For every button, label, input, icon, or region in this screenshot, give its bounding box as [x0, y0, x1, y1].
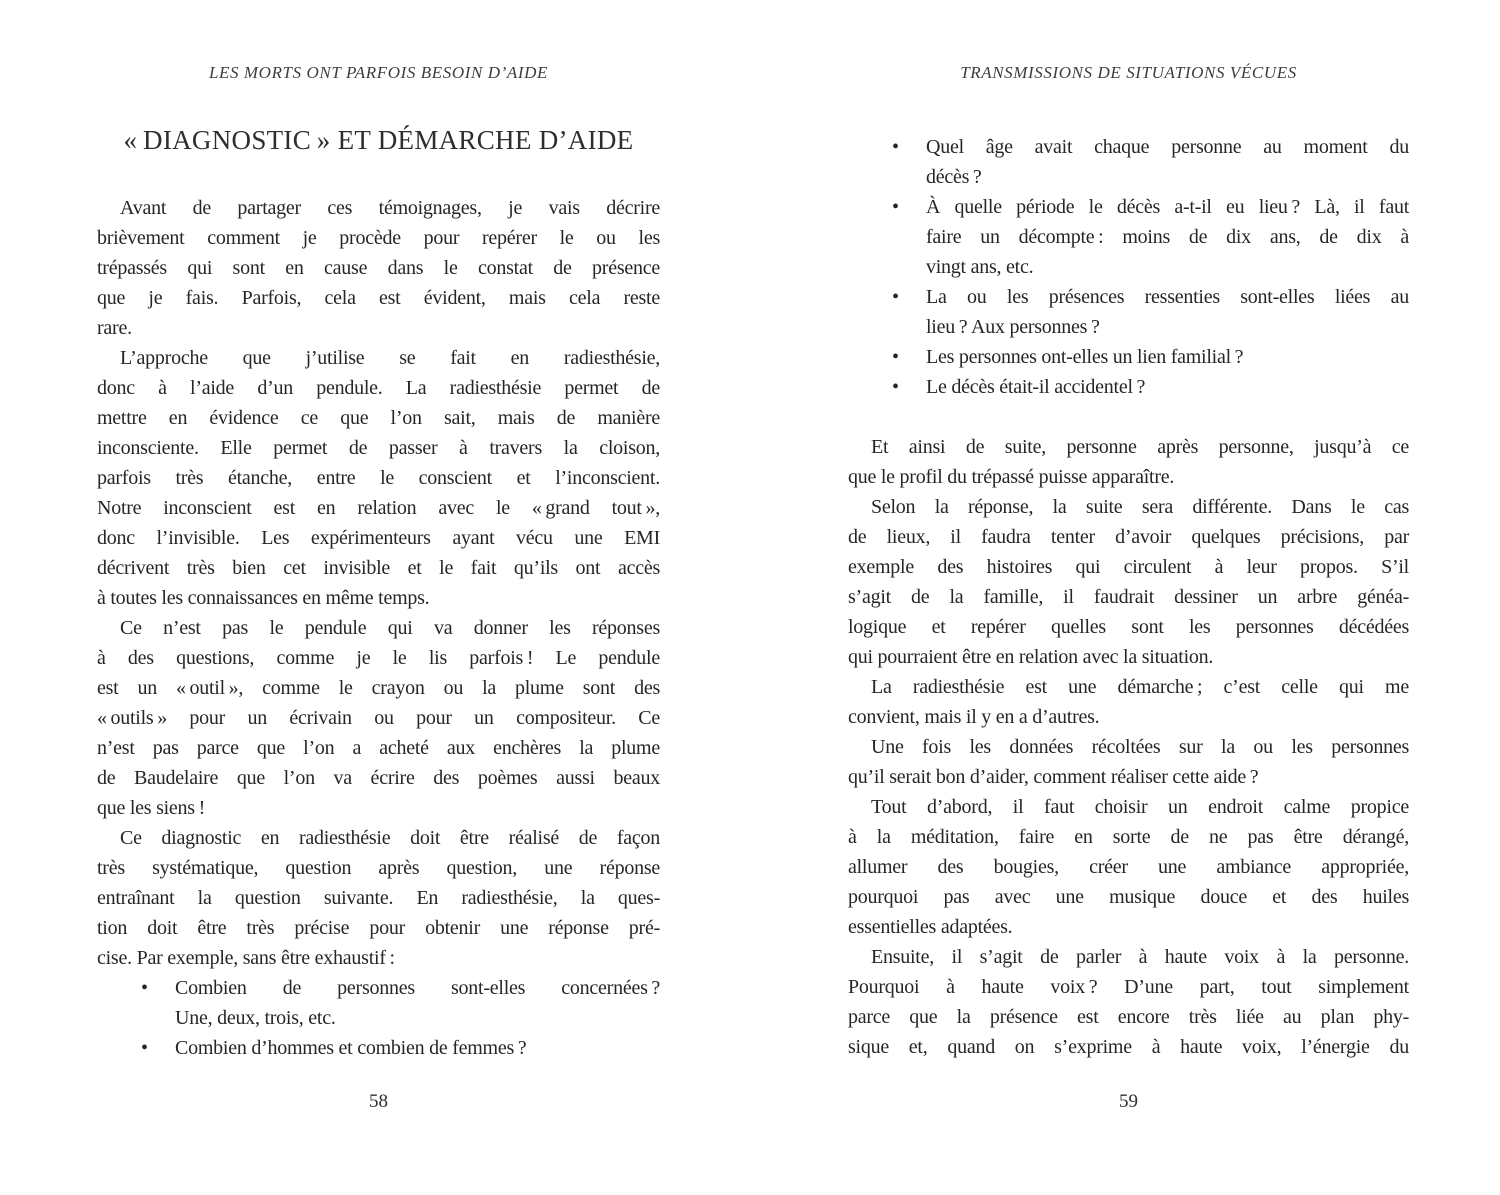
text-line: Ce n’est pas le pendule qui va donner les réponses [120, 617, 660, 639]
right-page-number: 59 [1119, 1091, 1138, 1112]
paragraph [97, 193, 660, 343]
bullet-icon: • [892, 376, 900, 398]
text-line: La radiesthésie est une démarche ; c’est celle qui me [871, 676, 1409, 698]
paragraph [97, 823, 660, 973]
paragraph [97, 613, 660, 823]
bullet-item [848, 132, 1409, 192]
right-running-header: TRANSMISSIONS DE SITUATIONS VÉCUES [960, 63, 1297, 82]
bullet-icon: • [892, 196, 900, 218]
text-line: logique et repérer quelles sont les personnes décédées [848, 616, 1409, 638]
text-line: exemple des histoires qui circulent à leur propos. S’il [848, 556, 1409, 578]
text-line: parfois très étanche, entre le conscient et l’inconscient. [97, 467, 660, 489]
paragraph [848, 732, 1409, 792]
text-line: allumer des bougies, créer une ambiance appropriée, [848, 856, 1409, 878]
text-line: décès ? [926, 166, 982, 188]
paragraph [848, 432, 1409, 492]
bullet-icon: • [892, 136, 900, 158]
text-line: s’agit de la famille, il faudrait dessiner un arbre généa- [848, 586, 1409, 608]
text-line: qui pourraient être en relation avec la situation. [848, 646, 1214, 668]
text-line: Ensuite, il s’agit de parler à haute voix à la personne. [871, 946, 1409, 968]
text-line: que le profil du trépassé puisse apparaître. [848, 466, 1175, 488]
text-line: La ou les présences ressenties sont-elles liées au [926, 286, 1409, 308]
text-line: faire un décompte : moins de dix ans, de dix à [926, 226, 1409, 248]
paragraph [97, 343, 660, 613]
text-line: À quelle période le décès a-t-il eu lieu ? Là, il faut [926, 196, 1409, 218]
text-line: de lieux, il faudra tenter d’avoir quelques précisions, par [848, 526, 1409, 548]
text-line: « outils » pour un écrivain ou pour un compositeur. Ce [97, 707, 660, 729]
text-line: entraînant la question suivante. En radiesthésie, la ques- [97, 887, 660, 909]
bullet-item [97, 973, 660, 1033]
text-line: Combien d’hommes et combien de femmes ? [175, 1037, 527, 1059]
bullet-item [848, 372, 1409, 402]
bullet-item [97, 1033, 660, 1063]
text-line: essentielles adaptées. [848, 916, 1013, 938]
text-line: rare. [97, 317, 132, 339]
text-line: brièvement comment je procède pour repérer le ou les [97, 227, 660, 249]
paragraph [848, 672, 1409, 732]
text-line: que les siens ! [97, 797, 206, 819]
bullet-item [848, 282, 1409, 342]
text-line: Tout d’abord, il faut choisir un endroit calme propice [871, 796, 1409, 818]
text-line: Avant de partager ces témoignages, je vais décrire [120, 197, 660, 219]
list-gap [848, 402, 1409, 432]
text-line: pourquoi pas avec une musique douce et des huiles [848, 886, 1409, 908]
bullet-icon: • [892, 346, 900, 368]
text-line: Notre inconscient est en relation avec le « grand tout », [97, 497, 660, 519]
text-line: Ce diagnostic en radiesthésie doit être réalisé de façon [120, 827, 660, 849]
text-line: convient, mais il y en a d’autres. [848, 706, 1100, 728]
text-line: Et ainsi de suite, personne après personne, jusqu’à ce [871, 436, 1409, 458]
text-line: vingt ans, etc. [926, 256, 1034, 278]
text-line: à la méditation, faire en sorte de ne pas être dérangé, [848, 826, 1409, 848]
text-line: sique et, quand on s’exprime à haute voix, l’énergie du [848, 1036, 1409, 1058]
text-line: donc à l’aide d’un pendule. La radiesthésie permet de [97, 377, 660, 399]
text-line: inconsciente. Elle permet de passer à travers la cloison, [97, 437, 660, 459]
bullet-icon: • [141, 977, 149, 999]
text-line: à des questions, comme je le lis parfois ! Le pendule [97, 647, 660, 669]
bullet-icon: • [141, 1037, 149, 1059]
right-page-body [848, 132, 1409, 1062]
bullet-item [848, 192, 1409, 282]
text-line: que je fais. Parfois, cela est évident, mais cela reste [97, 287, 660, 309]
text-line: Une, deux, trois, etc. [175, 1007, 336, 1029]
paragraph [848, 792, 1409, 942]
text-line: très systématique, question après question, une réponse [97, 857, 660, 879]
text-line: Combien de personnes sont-elles concernées ? [175, 977, 660, 999]
text-line: Le décès était-il accidentel ? [926, 376, 1146, 398]
text-line: qu’il serait bon d’aider, comment réaliser cette aide ? [848, 766, 1259, 788]
text-line: n’est pas parce que l’on a acheté aux enchères la plume [97, 737, 660, 759]
text-line: Les personnes ont-elles un lien familial ? [926, 346, 1244, 368]
text-line: cise. Par exemple, sans être exhaustif : [97, 947, 395, 969]
bullet-icon: • [892, 286, 900, 308]
paragraph [848, 492, 1409, 672]
text-line: L’approche que j’utilise se fait en radiesthésie, [120, 347, 660, 369]
left-running-header: LES MORTS ONT PARFOIS BESOIN D’AIDE [208, 63, 549, 82]
right-page [848, 60, 1409, 1195]
text-line: Pourquoi à haute voix ? D’une part, tout simplement [848, 976, 1409, 998]
text-line: à toutes les connaissances en même temps. [97, 587, 430, 609]
bullet-item [848, 342, 1409, 372]
text-line: Quel âge avait chaque personne au moment du [926, 136, 1409, 158]
text-line: donc l’invisible. Les expérimenteurs ayant vécu une EMI [97, 527, 660, 549]
text-line: lieu ? Aux personnes ? [926, 316, 1100, 338]
text-line: parce que la présence est encore très liée au plan phy- [848, 1006, 1409, 1028]
left-page-body [97, 193, 660, 1063]
left-page [97, 60, 660, 1195]
text-line: Selon la réponse, la suite sera différente. Dans le cas [871, 496, 1409, 518]
text-line: tion doit être très précise pour obtenir une réponse pré- [97, 917, 660, 939]
text-line: de Baudelaire que l’on va écrire des poèmes aussi beaux [97, 767, 660, 789]
text-line: est un « outil », comme le crayon ou la plume sont des [97, 677, 660, 699]
text-line: Une fois les données récoltées sur la ou les personnes [871, 736, 1409, 758]
text-line: décrivent très bien cet invisible et le fait qu’ils ont accès [97, 557, 660, 579]
section-title: « DIAGNOSTIC » ET DÉMARCHE D’AIDE [123, 125, 634, 155]
paragraph [848, 942, 1409, 1062]
text-line: trépassés qui sont en cause dans le constat de présence [97, 257, 660, 279]
text-line: mettre en évidence ce que l’on sait, mais de manière [97, 407, 660, 429]
left-page-number: 58 [369, 1091, 388, 1112]
